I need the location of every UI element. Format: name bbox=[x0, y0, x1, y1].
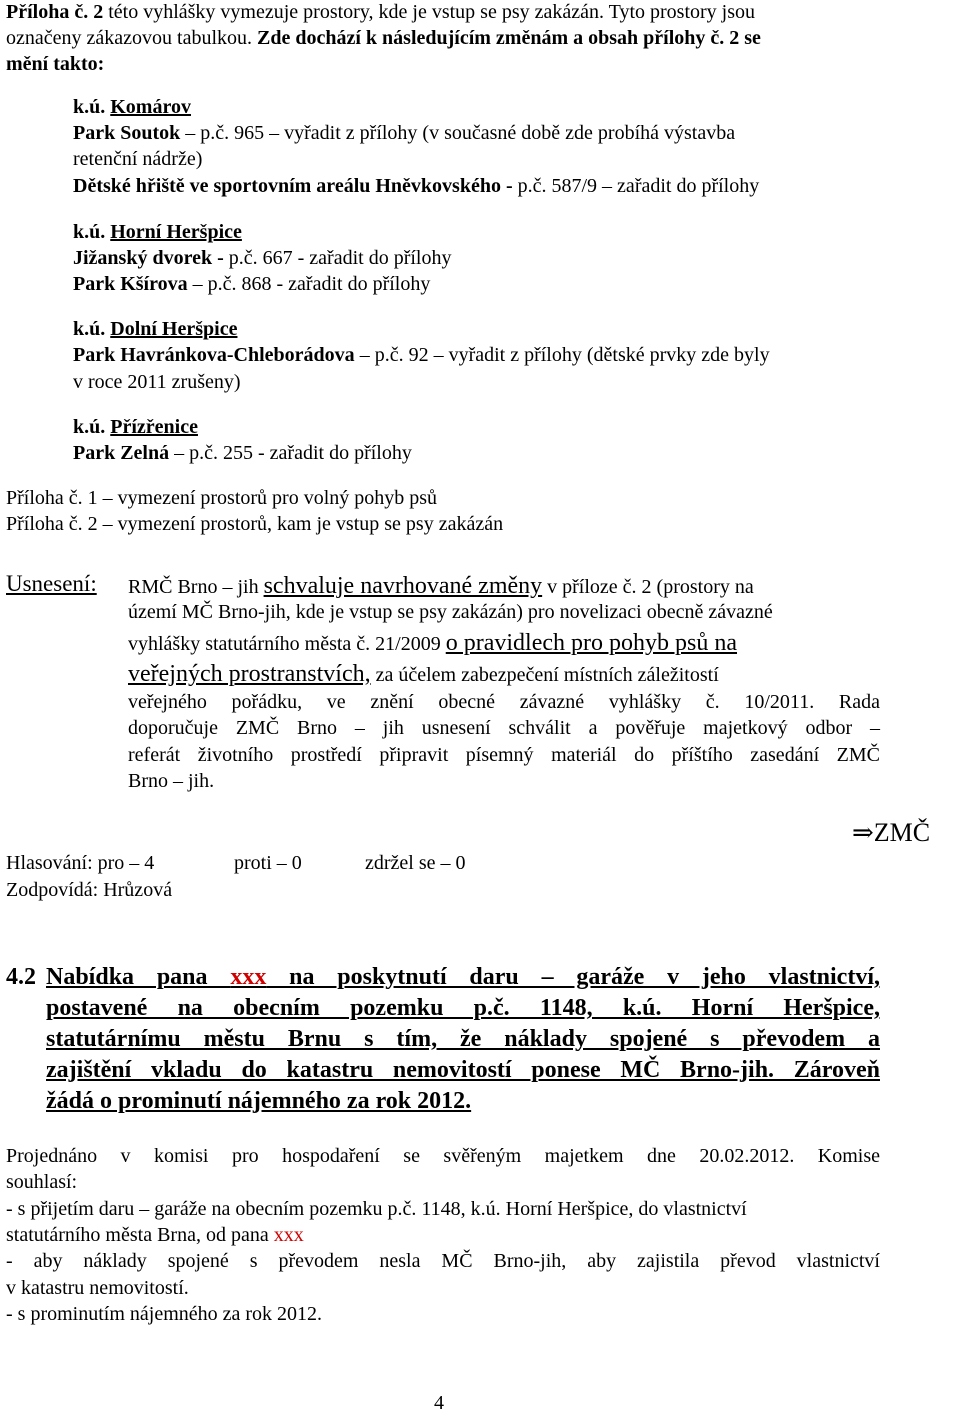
resolution-line-6: doporučuje ZMČ Brno – jih usnesení schválit a pověřuje majetkový odbor – bbox=[128, 717, 880, 739]
prizrenice-row-1: Park Zelná – p.č. 255 - zařadit do přílohy bbox=[73, 442, 412, 464]
resolution-verb: schvaluje navrhované změny bbox=[263, 573, 543, 599]
komarov-row-3: Dětské hřiště ve sportovním areálu Hněvkovského - p.č. 587/9 – zařadit do přílohy bbox=[73, 175, 760, 197]
commission-line-7: - s prominutím nájemného za rok 2012. bbox=[6, 1303, 323, 1325]
vote-proti: proti – 0 bbox=[234, 852, 302, 874]
intro-line-3 bbox=[6, 51, 104, 77]
commission-line-2: souhlasí: bbox=[6, 1171, 78, 1193]
double-arrow-icon: ⇒ bbox=[852, 818, 874, 847]
vote-zdrzel: zdržel se – 0 bbox=[365, 852, 466, 874]
commission-line-3: - s přijetím daru – garáže na obecním pozemku p.č. 1148, k.ú. Horní Heršpice, do vlastnictví bbox=[6, 1198, 747, 1220]
item-title-line-2: postavené na obecním pozemku p.č. 1148, k.ú. Horní Heršpice, bbox=[46, 995, 880, 1021]
komarov-row-2: retenční nádrže) bbox=[73, 148, 203, 170]
resolution-line-1: RMČ Brno – jih schvaluje navrhované změny v příloze č. 2 (prostory na bbox=[128, 573, 754, 599]
item-title-line-4: zajištění vkladu do katastru nemovitostí ponese MČ Brno-jih. Zároveň bbox=[46, 1057, 880, 1083]
park-name: Park Soutok bbox=[73, 122, 181, 144]
intro-attachment-ref: Příloha č. 2 bbox=[6, 1, 104, 23]
resolution-line-2: území MČ Brno-jih, kde je vstup se psy zakázán) pro novelizaci obecně závazné bbox=[128, 601, 773, 623]
item-title-line-1: Nabídka pana xxx na poskytnutí daru – garáže v jeho vlastnictví, bbox=[46, 964, 880, 990]
regulation-title: o pravidlech pro pohyb psů na bbox=[445, 630, 738, 656]
resolution-line-3: vyhlášky statutárního města č. 21/2009 o pravidlech pro pohyb psů na bbox=[128, 630, 738, 656]
attachment-2: Příloha č. 2 – vymezení prostorů, kam je vstup se psy zakázán bbox=[6, 513, 504, 535]
zmc-label: ZMČ bbox=[873, 818, 931, 847]
resolution-label: Usnesení: bbox=[6, 571, 97, 596]
redacted-name: xxx bbox=[230, 964, 267, 990]
forward-to-zmc bbox=[852, 820, 930, 846]
park-name: Park Zelná bbox=[73, 442, 170, 464]
redacted-name: xxx bbox=[273, 1224, 304, 1246]
responsible-person: Zodpovídá: Hrůzová bbox=[6, 879, 173, 901]
regulation-title: veřejných prostranstvích, bbox=[128, 661, 371, 687]
intro-changes-notice: Zde dochází k následujícím změnám a obsah přílohy č. 2 se bbox=[257, 27, 761, 49]
resolution-line-4: veřejných prostranstvích, za účelem zabezpečení místních záležitostí bbox=[128, 661, 719, 687]
page-number: 4 bbox=[434, 1392, 444, 1414]
park-name: Park Kšírova bbox=[73, 273, 188, 295]
commission-line-5: - aby náklady spojené s převodem nesla MČ Brno-jih, aby zajistila převod vlastnictví bbox=[6, 1250, 880, 1272]
dolni-row-1: Park Havránkova-Chleborádova – p.č. 92 – vyřadit z přílohy (dětské prvky zde byly bbox=[73, 344, 770, 366]
komarov-row-1: Park Soutok – p.č. 965 – vyřadit z přílohy (v současné době zde probíhá výstavba bbox=[73, 122, 736, 144]
section-heading-horni-herspice: k.ú. Horní Heršpice bbox=[73, 221, 242, 243]
dolni-row-2: v roce 2011 zrušeny) bbox=[73, 371, 241, 393]
vote-pro: Hlasování: pro – 4 bbox=[6, 852, 155, 874]
intro-changes-notice: mění takto: bbox=[6, 53, 105, 75]
intro-line-1 bbox=[6, 0, 755, 25]
item-title-line-5: žádá o prominutí nájemného za rok 2012. bbox=[46, 1088, 472, 1114]
attachment-1: Příloha č. 1 – vymezení prostorů pro volný pohyb psů bbox=[6, 487, 438, 509]
horni-row-2: Park Kšírova – p.č. 868 - zařadit do přílohy bbox=[73, 273, 431, 295]
item-title-line-3: statutárnímu městu Brnu s tím, že náklady spojené s převodem a bbox=[46, 1026, 880, 1052]
intro-text: označeny zákazovou tabulkou. bbox=[6, 27, 258, 49]
park-name: Dětské hřiště ve sportovním areálu Hněvkovského - bbox=[73, 175, 513, 197]
park-name: Jižanský dvorek - bbox=[73, 247, 224, 269]
item-number: 4.2 bbox=[6, 964, 36, 990]
intro-line-2 bbox=[6, 25, 761, 51]
section-heading-dolni-herspice: k.ú. Dolní Heršpice bbox=[73, 318, 238, 340]
resolution-line-5: veřejného pořádku, ve znění obecné závazné vyhlášky č. 10/2011. Rada bbox=[128, 691, 880, 713]
section-heading-prizrenice: k.ú. Přízřenice bbox=[73, 416, 198, 438]
park-name: Park Havránkova-Chleborádova bbox=[73, 344, 355, 366]
resolution-line-7: referát životního prostředí připravit písemný materiál do příštího zasedání ZMČ bbox=[128, 744, 880, 766]
intro-text: této vyhlášky vymezuje prostory, kde je vstup se psy zakázán. Tyto prostory jsou bbox=[103, 1, 756, 23]
commission-line-1: Projednáno v komisi pro hospodaření se svěřeným majetkem dne 20.02.2012. Komise bbox=[6, 1145, 880, 1167]
horni-row-1: Jižanský dvorek - p.č. 667 - zařadit do přílohy bbox=[73, 247, 452, 269]
resolution-line-8: Brno – jih. bbox=[128, 770, 215, 792]
commission-line-6: v katastru nemovitostí. bbox=[6, 1277, 189, 1299]
section-heading-komarov: k.ú. Komárov bbox=[73, 96, 191, 118]
commission-line-4: statutárního města Brna, od pana xxx bbox=[6, 1224, 304, 1246]
